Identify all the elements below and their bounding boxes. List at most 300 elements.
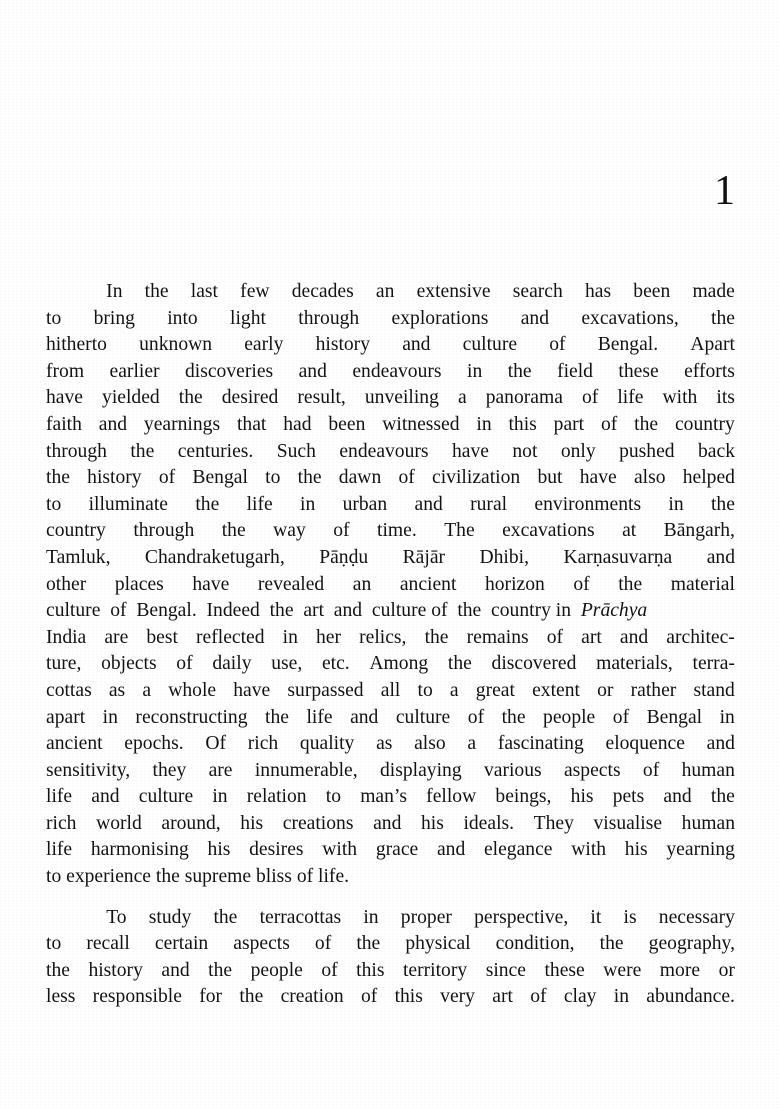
text-word: an: [375, 281, 395, 302]
text-word: to: [265, 467, 281, 489]
text-word: the: [130, 440, 155, 462]
text-word: country: [674, 413, 735, 435]
text-word: illuminate: [88, 493, 169, 515]
text-word: at: [622, 520, 637, 542]
text-word: have: [451, 440, 489, 462]
text-word: life: [246, 493, 273, 515]
text-word: hitherto: [46, 334, 107, 356]
text-word: that: [236, 413, 267, 435]
text-word: this: [394, 986, 423, 1008]
text-word: bring: [93, 307, 135, 329]
text-word: They: [533, 812, 574, 834]
text-word: the: [710, 786, 735, 808]
text-word: around,: [161, 812, 221, 834]
text-word: epochs.: [124, 733, 184, 755]
text-word: have: [192, 573, 230, 595]
text-word: Dhibi,: [479, 546, 530, 568]
text-word: best: [146, 626, 178, 648]
text-word: horizon: [484, 573, 545, 595]
text-word: and: [161, 959, 190, 981]
body-text-block: [46, 279, 735, 1011]
text-word: a: [457, 387, 467, 409]
text-line: [46, 905, 735, 932]
text-word: been: [633, 281, 671, 302]
text-word: and: [91, 786, 120, 808]
text-word: culture: [138, 786, 194, 808]
text-word: unknown: [139, 334, 213, 356]
text-word: to: [46, 307, 62, 329]
text-word: through: [133, 520, 195, 542]
text-word: the: [501, 706, 526, 728]
text-word: few: [240, 281, 270, 302]
text-word: in: [300, 493, 316, 515]
text-word: the: [144, 281, 169, 302]
text-word: stand: [693, 679, 735, 701]
text-word: Bengal: [646, 706, 703, 728]
text-word: result,: [297, 387, 346, 409]
text-word: Chandraketugarh,: [144, 546, 285, 568]
text-line: [46, 492, 735, 519]
text-word: of: [600, 413, 618, 435]
text-line: [46, 572, 735, 599]
text-word: territory: [402, 959, 468, 981]
italic-term: Prāchya: [580, 600, 648, 622]
text-word: use,: [271, 653, 303, 675]
text-word: with: [662, 387, 698, 409]
text-word: the: [447, 653, 472, 675]
text-word: to: [417, 679, 433, 701]
text-line: [46, 439, 735, 466]
text-word: relation: [246, 786, 307, 808]
text-word: the: [710, 493, 735, 515]
text-word: man’s: [360, 786, 407, 808]
text-word: India: [46, 626, 87, 648]
text-word: a: [142, 679, 152, 701]
text-word: from: [46, 360, 85, 382]
text-word: of: [573, 573, 590, 595]
text-word: people: [250, 959, 303, 981]
text-word: his: [420, 812, 444, 834]
text-word: in: [282, 626, 298, 648]
text-word: relics,: [359, 626, 407, 648]
text-word: the: [634, 413, 659, 435]
text-word: the: [208, 959, 233, 981]
text-line: [46, 332, 735, 359]
text-word: in: [102, 706, 118, 728]
text-line: [46, 811, 735, 838]
text-word: panorama: [485, 387, 563, 409]
text-word: quality: [299, 733, 355, 755]
text-word: beings,: [495, 786, 552, 808]
text-word: rich: [46, 812, 77, 834]
text-word: ancient: [399, 573, 457, 595]
text-word: it: [590, 906, 602, 928]
text-word: apart: [46, 706, 86, 728]
paragraph-indent: [46, 905, 84, 932]
body-paragraph: [46, 279, 735, 891]
text-word: rich: [247, 733, 279, 755]
text-word: study: [148, 906, 192, 928]
text-word: made: [692, 281, 735, 302]
text-word: excavations: [502, 520, 595, 542]
text-word: or: [718, 959, 735, 981]
text-word: the: [265, 706, 289, 728]
text-word: physical: [405, 933, 471, 955]
text-line: [46, 279, 735, 306]
text-word: and: [706, 546, 735, 568]
text-word: extensive: [416, 281, 491, 302]
text-word: Apart: [690, 334, 735, 356]
text-word: but: [537, 467, 563, 489]
text-word: also: [414, 733, 446, 755]
text-word: and: [619, 626, 649, 648]
text-word: whole: [168, 679, 217, 701]
text-word: Bengal: [192, 467, 248, 489]
text-word: excavations,: [581, 307, 679, 329]
text-word: helped: [682, 467, 735, 489]
text-word: endeavours: [339, 440, 429, 462]
text-word: earlier: [109, 360, 160, 382]
text-word: part: [553, 413, 585, 435]
text-word: Such: [276, 440, 316, 462]
text-word: also: [633, 467, 666, 489]
text-word: surpassed: [287, 679, 364, 701]
text-word: since: [485, 959, 526, 981]
text-word: the: [424, 626, 449, 648]
text-word: displaying: [380, 759, 462, 781]
text-word: for: [199, 986, 223, 1008]
text-word: not: [512, 440, 538, 462]
text-word: of: [530, 986, 547, 1008]
text-word: the: [618, 573, 643, 595]
text-word: reconstructing: [135, 706, 248, 728]
body-paragraph: [46, 905, 735, 1011]
text-line: [46, 359, 735, 386]
text-word: yielded: [102, 387, 160, 409]
text-word: as: [376, 733, 393, 755]
text-word: proper: [400, 906, 452, 928]
text-word: her: [316, 626, 342, 648]
text-word: Karṇasuvarṇa: [563, 546, 673, 568]
text-word: this: [356, 959, 385, 981]
text-word: very: [440, 986, 475, 1008]
text-word: of: [321, 959, 338, 981]
text-word: to: [46, 933, 62, 955]
text-word: ancient: [46, 733, 103, 755]
text-word: people: [543, 706, 596, 728]
text-word: through: [46, 440, 107, 462]
text-line: [46, 784, 735, 811]
text-line: [46, 306, 735, 333]
text-word: and: [706, 733, 735, 755]
text-word: endeavours: [352, 360, 442, 382]
text-word: Of: [205, 733, 227, 755]
text-word: aspects: [563, 759, 621, 781]
text-word: cottas: [46, 679, 92, 701]
text-line: [46, 837, 735, 864]
text-line: [46, 758, 735, 785]
text-word: had: [283, 413, 312, 435]
text-word: various: [483, 759, 542, 781]
text-word: this: [508, 413, 537, 435]
text-word: are: [208, 759, 233, 781]
text-word: in: [467, 360, 483, 382]
text-word: human: [681, 759, 735, 781]
text-line: [46, 705, 735, 732]
text-line: [46, 465, 735, 492]
text-word: of: [398, 467, 415, 489]
text-word: the: [178, 387, 203, 409]
text-line: [46, 984, 735, 1011]
text-word: and: [298, 360, 327, 382]
text-word: Bengal.: [597, 334, 659, 356]
text-word: urban: [342, 493, 388, 515]
text-word: pets: [612, 786, 645, 808]
text-word: and: [373, 812, 402, 834]
text-word: an: [352, 573, 372, 595]
text-word: and: [436, 839, 466, 861]
text-word: explorations: [391, 307, 489, 329]
text-line: [46, 678, 735, 705]
text-word: time.: [377, 520, 417, 542]
text-word: ture,: [46, 653, 82, 675]
text-word: faith: [46, 413, 82, 435]
text-word: in: [719, 706, 735, 728]
text-word: history: [88, 959, 143, 981]
text-word: geography,: [648, 933, 735, 955]
text-word: has: [584, 281, 612, 302]
text-line: [46, 958, 735, 985]
text-word: of: [642, 759, 660, 781]
text-word: life: [46, 786, 73, 808]
text-word: a: [449, 679, 459, 701]
text-word: art: [581, 626, 602, 648]
text-word: his: [207, 839, 231, 861]
text-word: human: [681, 812, 735, 834]
text-word: life: [306, 706, 333, 728]
text-word: have: [233, 679, 271, 701]
text-word: remains: [466, 626, 529, 648]
text-word: history: [87, 467, 142, 489]
text-word: discovered: [491, 653, 577, 675]
text-word: sensitivity,: [46, 759, 131, 781]
text-word: in: [668, 493, 684, 515]
text-word: with: [571, 839, 607, 861]
text-word: witnessed: [382, 413, 460, 435]
text-word: grace: [375, 839, 419, 861]
text-word: The: [444, 520, 475, 542]
text-word: search: [512, 281, 563, 302]
text-word: of: [158, 467, 176, 489]
text-word: harmonising: [90, 839, 189, 861]
text-word: of: [314, 933, 332, 955]
text-word: light: [230, 307, 266, 329]
text-word: In: [106, 281, 123, 302]
text-line: [46, 864, 735, 891]
text-word: and: [350, 706, 379, 728]
text-word: Among: [369, 653, 429, 675]
text-word: revealed: [257, 573, 325, 595]
text-word: creations: [282, 812, 354, 834]
text-word: and: [663, 786, 692, 808]
text-line: [46, 931, 735, 958]
text-word: creation: [280, 986, 344, 1008]
text-word: and: [520, 307, 550, 329]
text-line: [46, 518, 735, 545]
text-word: only: [560, 440, 596, 462]
text-word: were: [603, 959, 642, 981]
text-word: been: [328, 413, 366, 435]
text-word: history: [315, 334, 371, 356]
text-word: eloquence: [605, 733, 685, 755]
text-word: Pāṇḍu: [319, 546, 369, 568]
text-word: daily: [212, 653, 252, 675]
text-word: life: [617, 387, 644, 409]
text-word: of: [360, 986, 378, 1008]
text-word: other: [46, 573, 87, 595]
text-run: to experience the supreme bliss of life.: [46, 866, 350, 888]
text-word: culture: [395, 706, 451, 728]
text-word: visualise: [593, 812, 663, 834]
text-line: [46, 545, 735, 572]
text-word: perspective,: [474, 906, 569, 928]
text-line: [46, 598, 735, 625]
text-word: are: [104, 626, 129, 648]
text-word: of: [549, 334, 566, 356]
text-word: responsible: [92, 986, 182, 1008]
text-word: material: [670, 573, 735, 595]
text-word: last: [190, 281, 218, 302]
text-word: condition,: [495, 933, 575, 955]
text-word: world: [96, 812, 142, 834]
text-word: more: [659, 959, 701, 981]
text-word: and: [402, 334, 431, 356]
text-word: life: [46, 839, 73, 861]
text-word: these: [618, 360, 659, 382]
text-word: fascinating: [497, 733, 584, 755]
text-word: to: [325, 786, 342, 808]
text-word: art: [492, 986, 513, 1008]
text-word: or: [597, 679, 614, 701]
text-word: Rājār: [402, 546, 446, 568]
text-line: [46, 651, 735, 678]
text-word: the: [46, 959, 70, 981]
text-word: fellow: [426, 786, 477, 808]
text-word: and: [98, 413, 128, 435]
text-word: dawn: [338, 467, 382, 489]
text-word: environments: [534, 493, 642, 515]
text-word: back: [698, 440, 735, 462]
text-word: the: [195, 493, 220, 515]
text-word: less: [46, 986, 76, 1008]
text-word: rather: [630, 679, 677, 701]
text-word: innumerable,: [254, 759, 358, 781]
text-word: country: [46, 520, 106, 542]
text-word: field: [557, 360, 593, 382]
text-word: his: [570, 786, 594, 808]
text-word: extent: [532, 679, 580, 701]
text-word: all: [380, 679, 401, 701]
text-word: his: [240, 812, 264, 834]
text-word: places: [114, 573, 164, 595]
text-word: the: [711, 307, 735, 329]
text-word: to: [46, 493, 62, 515]
text-word: in: [613, 986, 629, 1008]
text-word: way: [273, 520, 306, 542]
text-word: reflected: [196, 626, 265, 648]
text-word: etc.: [321, 653, 350, 675]
text-word: the: [599, 933, 624, 955]
text-word: materials,: [596, 653, 673, 675]
text-word: unveiling: [364, 387, 439, 409]
text-line: [46, 385, 735, 412]
text-word: rural: [470, 493, 508, 515]
text-line: [46, 412, 735, 439]
text-word: desired: [221, 387, 279, 409]
text-run: culture of Bengal. Indeed the art and culture of the country in: [46, 600, 581, 622]
text-word: aspects: [233, 933, 290, 955]
text-line: [46, 731, 735, 758]
text-word: its: [716, 387, 735, 409]
text-word: efforts: [684, 360, 735, 382]
text-word: a: [467, 733, 477, 755]
text-word: is: [623, 906, 637, 928]
text-word: these: [544, 959, 585, 981]
text-word: in: [212, 786, 228, 808]
text-word: the: [356, 933, 381, 955]
text-word: of: [333, 520, 350, 542]
text-word: they: [152, 759, 187, 781]
text-word: desires: [249, 839, 304, 861]
text-word: yearning: [666, 839, 735, 861]
text-word: of: [612, 706, 630, 728]
text-word: necessary: [658, 906, 735, 928]
text-word: the: [297, 467, 322, 489]
text-word: into: [167, 307, 198, 329]
text-word: recall: [86, 933, 130, 955]
text-word: of: [581, 387, 599, 409]
text-word: yearnings: [143, 413, 221, 435]
text-word: discoveries: [185, 360, 274, 382]
text-line: [46, 625, 735, 652]
text-word: of: [467, 706, 485, 728]
text-word: clay: [563, 986, 597, 1008]
text-word: in: [476, 413, 492, 435]
paragraph-indent: [46, 279, 84, 306]
text-word: the: [46, 467, 70, 489]
chapter-number: 1: [714, 168, 735, 214]
text-word: civilization: [432, 467, 521, 489]
text-word: Bāngarh,: [663, 520, 735, 542]
text-word: the: [507, 360, 532, 382]
text-word: early: [244, 334, 284, 356]
text-word: his: [624, 839, 648, 861]
text-word: the: [239, 986, 264, 1008]
text-word: have: [579, 467, 617, 489]
text-word: the: [213, 906, 238, 928]
text-word: Tamluk,: [46, 546, 111, 568]
text-word: with: [322, 839, 358, 861]
text-word: abundance.: [646, 986, 735, 1008]
text-word: centuries.: [177, 440, 254, 462]
text-word: objects: [101, 653, 157, 675]
text-word: of: [546, 626, 564, 648]
text-word: ideals.: [463, 812, 515, 834]
text-word: great: [475, 679, 515, 701]
text-word: certain: [154, 933, 209, 955]
text-word: terra-: [692, 653, 735, 675]
text-word: pushed: [619, 440, 675, 462]
